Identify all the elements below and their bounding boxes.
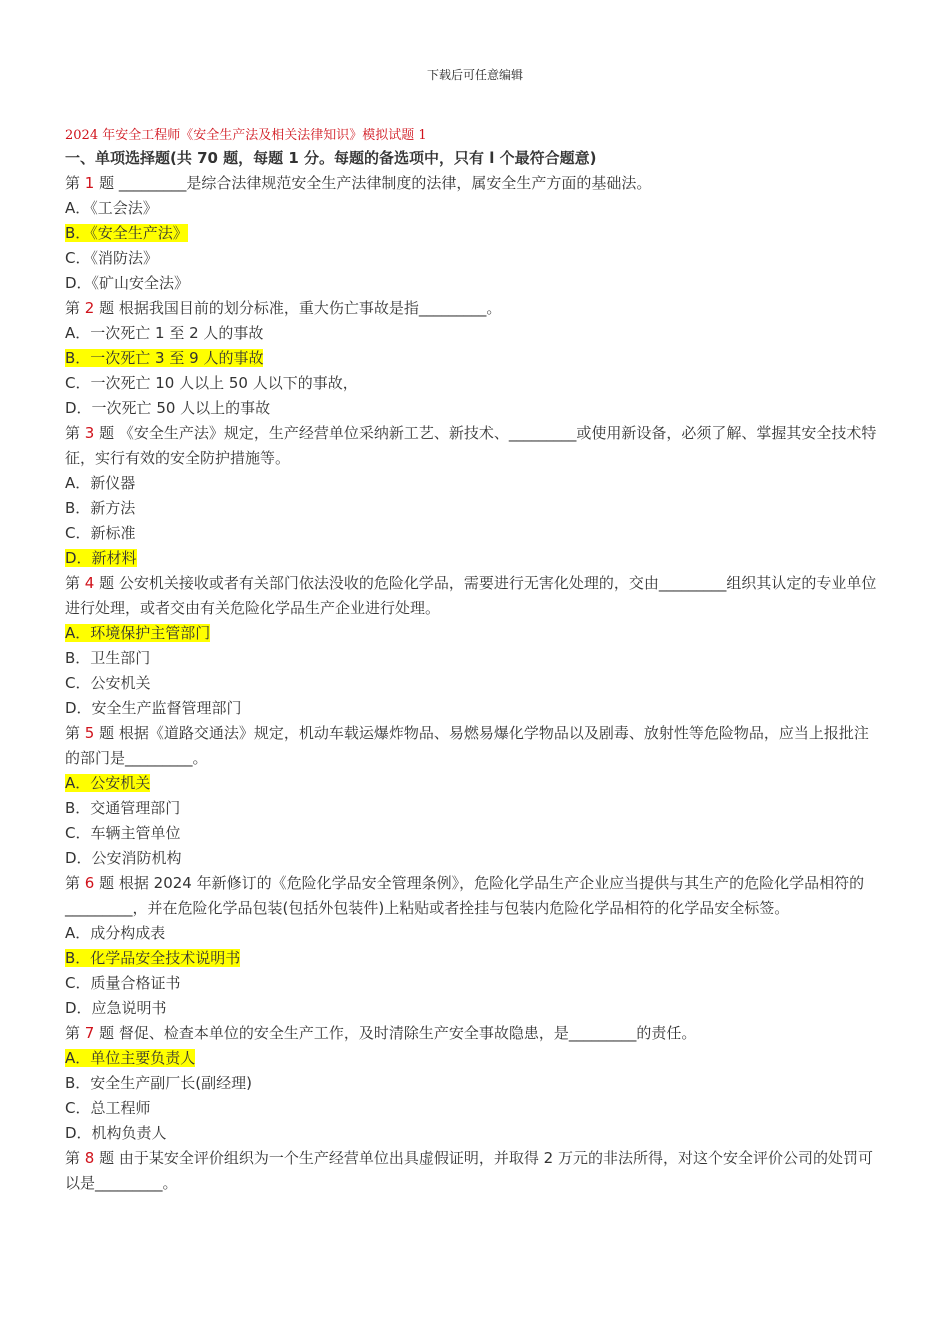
answer-option <box>65 1046 880 1071</box>
question-suffix: 题 <box>99 299 115 317</box>
option-text: C．车辆主管单位 <box>65 824 181 842</box>
question-stem <box>65 1146 880 1196</box>
question-text: 《安全生产法》规定，生产经营单位采纳新工艺、新技术、_________或使用新设备，必须了解、掌握其安全技术特征，实行有效的安全防护措施等。 <box>65 424 877 467</box>
option-text: C．总工程师 <box>65 1099 151 1117</box>
question-prefix: 第 <box>65 724 81 742</box>
option-text: A．环境保护主管部门 <box>65 624 211 642</box>
option-text: B．卫生部门 <box>65 649 151 667</box>
doc-title: 2024 年安全工程师《安全生产法及相关法律知识》模拟试题 1 <box>65 128 427 143</box>
question-list <box>65 171 880 1196</box>
option-text: B．《安全生产法》 <box>65 224 188 242</box>
option <box>65 971 880 996</box>
answer-option <box>65 621 880 646</box>
question-block <box>65 1021 880 1146</box>
option-text: A．新仪器 <box>65 474 136 492</box>
option-text: D．一次死亡 50 人以上的事故 <box>65 399 271 417</box>
option-text: B．交通管理部门 <box>65 799 181 817</box>
question-text: 根据《道路交通法》规定，机动车载运爆炸物品、易燃易爆化学物品以及剧毒、放射性等危险物品，应当上报批注的部门是_________。 <box>65 724 869 767</box>
question-text: 公安机关接收或者有关部门依法没收的危险化学品，需要进行无害化处理的，交由_________组织其认定的专业单位进行处理，或者交由有关危险化学品生产企业进行处理。 <box>65 574 877 617</box>
question-prefix: 第 <box>65 874 81 892</box>
option <box>65 521 880 546</box>
option <box>65 671 880 696</box>
option-text: A．公安机关 <box>65 774 151 792</box>
question-block <box>65 296 880 421</box>
question-text: 督促、检查本单位的安全生产工作，及时清除生产安全事故隐患，是_________的责任。 <box>114 1024 697 1042</box>
question-stem <box>65 296 880 321</box>
option <box>65 496 880 521</box>
option-text: D．安全生产监督管理部门 <box>65 699 242 717</box>
option <box>65 646 880 671</box>
option-text: D．应急说明书 <box>65 999 167 1017</box>
question-block <box>65 721 880 871</box>
option-text: B．一次死亡 3 至 9 人的事故 <box>65 349 264 367</box>
option-text: A．成分构成表 <box>65 924 166 942</box>
question-stem <box>65 871 880 921</box>
option <box>65 396 880 421</box>
option-text: D．机构负责人 <box>65 1124 167 1142</box>
question-stem <box>65 421 880 471</box>
answer-option <box>65 546 880 571</box>
question-text: 根据我国目前的划分标准，重大伤亡事故是指_________。 <box>114 299 502 317</box>
option <box>65 1121 880 1146</box>
option <box>65 846 880 871</box>
question-suffix: 题 <box>99 174 115 192</box>
option <box>65 921 880 946</box>
answer-option <box>65 221 880 246</box>
option-text: C．质量合格证书 <box>65 974 181 992</box>
option <box>65 471 880 496</box>
question-block <box>65 1146 880 1196</box>
question-block <box>65 171 880 296</box>
question-number: 3 <box>80 424 100 442</box>
option <box>65 196 880 221</box>
document-body <box>65 126 880 1196</box>
option-text: A．单位主要负责人 <box>65 1049 196 1067</box>
option-text: C．新标准 <box>65 524 136 542</box>
question-prefix: 第 <box>65 174 81 192</box>
question-suffix: 题 <box>99 574 115 592</box>
option-text: B．新方法 <box>65 499 136 517</box>
question-stem <box>65 171 880 196</box>
option-text: D．《矿山安全法》 <box>65 274 190 292</box>
question-suffix: 题 <box>99 1149 115 1167</box>
answer-option <box>65 946 880 971</box>
option-text: A．一次死亡 1 至 2 人的事故 <box>65 324 264 342</box>
option <box>65 321 880 346</box>
option-text: C．《消防法》 <box>65 249 158 267</box>
question-stem <box>65 571 880 621</box>
question-number: 4 <box>80 574 100 592</box>
option <box>65 246 880 271</box>
option <box>65 996 880 1021</box>
answer-option <box>65 771 880 796</box>
question-number: 6 <box>80 874 100 892</box>
question-text: 由于某安全评价组织为一个生产经营单位出具虚假证明，并取得 2 万元的非法所得，对这个安全评价公司的处罚可以是_________。 <box>65 1149 873 1192</box>
option <box>65 271 880 296</box>
question-block <box>65 871 880 1021</box>
question-suffix: 题 <box>99 1024 115 1042</box>
question-number: 8 <box>80 1149 100 1167</box>
answer-option <box>65 346 880 371</box>
question-prefix: 第 <box>65 1149 81 1167</box>
question-text: _________是综合法律规范安全生产法律制度的法律，属安全生产方面的基础法。 <box>114 174 652 192</box>
question-suffix: 题 <box>99 874 115 892</box>
question-stem <box>65 721 880 771</box>
question-number: 1 <box>80 174 100 192</box>
question-number: 7 <box>80 1024 100 1042</box>
option-text: B．安全生产副厂长(副经理) <box>65 1074 252 1092</box>
question-number: 2 <box>80 299 100 317</box>
question-suffix: 题 <box>99 424 115 442</box>
option-text: C．一次死亡 10 人以上 50 人以下的事故， <box>65 374 358 392</box>
option-text: B．化学品安全技术说明书 <box>65 949 241 967</box>
option-text: D．公安消防机构 <box>65 849 182 867</box>
section-title: 一、单项选择题(共 70 题，每题 1 分。每题的备选项中，只有 l 个最符合题意) <box>65 149 597 167</box>
header-note: 下载后可任意编辑 <box>426 68 523 82</box>
question-prefix: 第 <box>65 299 81 317</box>
question-suffix: 题 <box>99 724 115 742</box>
option <box>65 696 880 721</box>
option-text: C．公安机关 <box>65 674 151 692</box>
question-text: 根据 2024 年新修订的《危险化学品安全管理条例》，危险化学品生产企业应当提供与其生产的危险化学品相符的_________，并在危险化学品包装(包括外包装件)上粘贴或者拴挂与包装内危险化学品相符的化学品安全标签。 <box>65 874 865 917</box>
option <box>65 796 880 821</box>
option <box>65 821 880 846</box>
option-text: D．新材料 <box>65 549 137 567</box>
option <box>65 1071 880 1096</box>
question-prefix: 第 <box>65 424 81 442</box>
option <box>65 371 880 396</box>
question-prefix: 第 <box>65 574 81 592</box>
question-number: 5 <box>80 724 100 742</box>
question-block <box>65 571 880 721</box>
question-stem <box>65 1021 880 1046</box>
question-prefix: 第 <box>65 1024 81 1042</box>
option-text: A．《工会法》 <box>65 199 158 217</box>
option <box>65 1096 880 1121</box>
question-block <box>65 421 880 571</box>
